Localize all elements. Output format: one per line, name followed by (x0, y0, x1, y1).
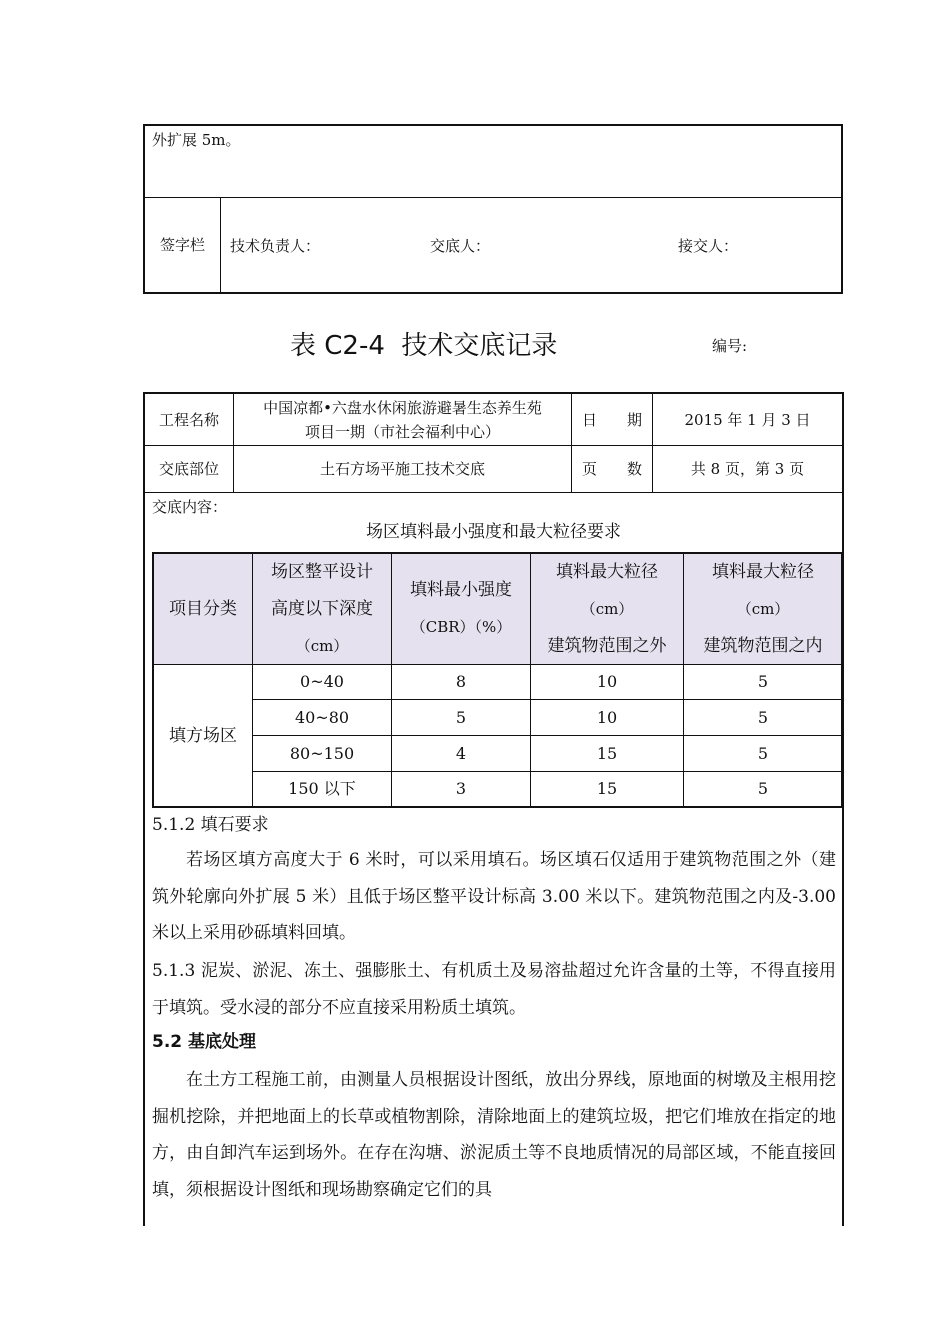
section-label: 交底部位 (158, 460, 219, 478)
header-bottom-divider (145, 492, 842, 493)
date-label: 日 期 (581, 410, 642, 429)
inner-table-caption: 场区填料最小强度和最大粒径要求 (366, 522, 621, 542)
sign-label: 签字栏 (159, 236, 205, 254)
depth-line-1: 场区整平设计 (271, 561, 373, 582)
content-label: 交底内容： (152, 498, 228, 516)
date-value: 2015 年 1 月 3 日 (684, 410, 811, 429)
section-513-body: 5.1.3 泥炭、淤泥、冻土、强膨胀土、有机质土及易溶盐超过允许含量的土等，不得直接用于填筑。受水浸的部分不应直接采用粉质土填筑。 (152, 961, 836, 1018)
row-4-strength: 3 (455, 779, 467, 798)
section-52-body: 在土方工程施工前，由测量人员根据设计图纸，放出分界线，原地面的树墩及主根用挖掘机挖除，并把地面上的长草或植物割除，清除地面上的建筑垃圾，把它们堆放在指定的地方，由自卸汽车运到场外。在存在沟塘、淤泥质土等不良地质情况的局部区域，不能直接回填，须根据设计图纸和现场勘察确定它们的具 (152, 1070, 836, 1200)
inside-line-2: （cm） (736, 599, 790, 618)
outside-line-2: （cm） (580, 599, 634, 618)
inner-header-strength (392, 554, 530, 664)
inner-group-label: 填方场区 (169, 725, 237, 746)
row-1-inside: 5 (757, 672, 769, 691)
tech-lead-label: 技术负责人： (230, 237, 321, 255)
outside-line-1: 填料最大粒径 (556, 561, 658, 582)
row-4-depth: 150 以下 (288, 779, 356, 798)
project-name-line2: 项目一期（市社会福利中心） (304, 422, 500, 441)
project-name-line1: 中国凉都•六盘水休闲旅游避暑生态养生苑 (263, 398, 542, 417)
row-1-depth: 0~40 (300, 672, 344, 691)
row-1-outside: 10 (596, 672, 618, 691)
inside-line-3: 建筑物范围之内 (703, 635, 823, 656)
depth-line-3: （cm） (295, 636, 349, 655)
row-1-strength: 8 (455, 672, 467, 691)
continuation-text: 外扩展 5m。 (152, 131, 241, 149)
inner-header-outside (531, 554, 683, 664)
row-4-inside: 5 (757, 779, 769, 798)
page-value: 共 8 页，第 3 页 (690, 460, 805, 478)
top-table-divider (145, 197, 841, 198)
page-label: 页 数 (581, 460, 642, 478)
inside-line-1: 填料最大粒径 (712, 561, 814, 582)
section-512-body: 若场区填方高度大于 6 米时，可以采用填石。场区填石仅适用于建筑物范围之外（建筑外轮廓向外扩展 5 米）且低于场区整平设计标高 3.00 米以下。建筑物范围之内及-3.00 米以上采用砂砾填料回填。 (152, 850, 836, 943)
strength-line-2: （CBR）（%） (410, 618, 512, 636)
section-value: 土石方场平施工技术交底 (319, 460, 485, 478)
top-table (143, 124, 843, 294)
row-2-strength: 5 (455, 707, 467, 727)
strength-line-1: 填料最小强度 (410, 580, 512, 600)
row-2-outside: 10 (596, 707, 618, 727)
form-title: 表 C2-4 技术交底记录 (290, 331, 558, 361)
inner-header-depth (253, 554, 391, 664)
inner-header-category: 项目分类 (169, 599, 237, 619)
project-name-value (234, 394, 571, 445)
row-4-outside: 15 (596, 779, 618, 798)
depth-line-2: 高度以下深度 (271, 598, 373, 619)
section-512-title: 5.1.2 填石要求 (152, 815, 269, 835)
outside-line-3: 建筑物范围之外 (547, 635, 667, 656)
number-label: 编号: (712, 337, 748, 355)
row-3-strength: 4 (455, 743, 467, 763)
row-2-inside: 5 (757, 707, 769, 727)
receiver-label: 接交人： (678, 237, 739, 255)
handover-label: 交底人： (430, 237, 491, 255)
row-3-depth: 80~150 (289, 743, 355, 763)
row-3-inside: 5 (757, 743, 769, 763)
row-2-depth: 40~80 (294, 707, 350, 727)
top-table-sign-divider (220, 197, 221, 292)
row-3-outside: 15 (596, 743, 618, 763)
inner-header-inside (684, 554, 842, 664)
section-52-title: 5.2 基底处理 (152, 1032, 257, 1052)
project-name-label: 工程名称 (158, 410, 219, 429)
